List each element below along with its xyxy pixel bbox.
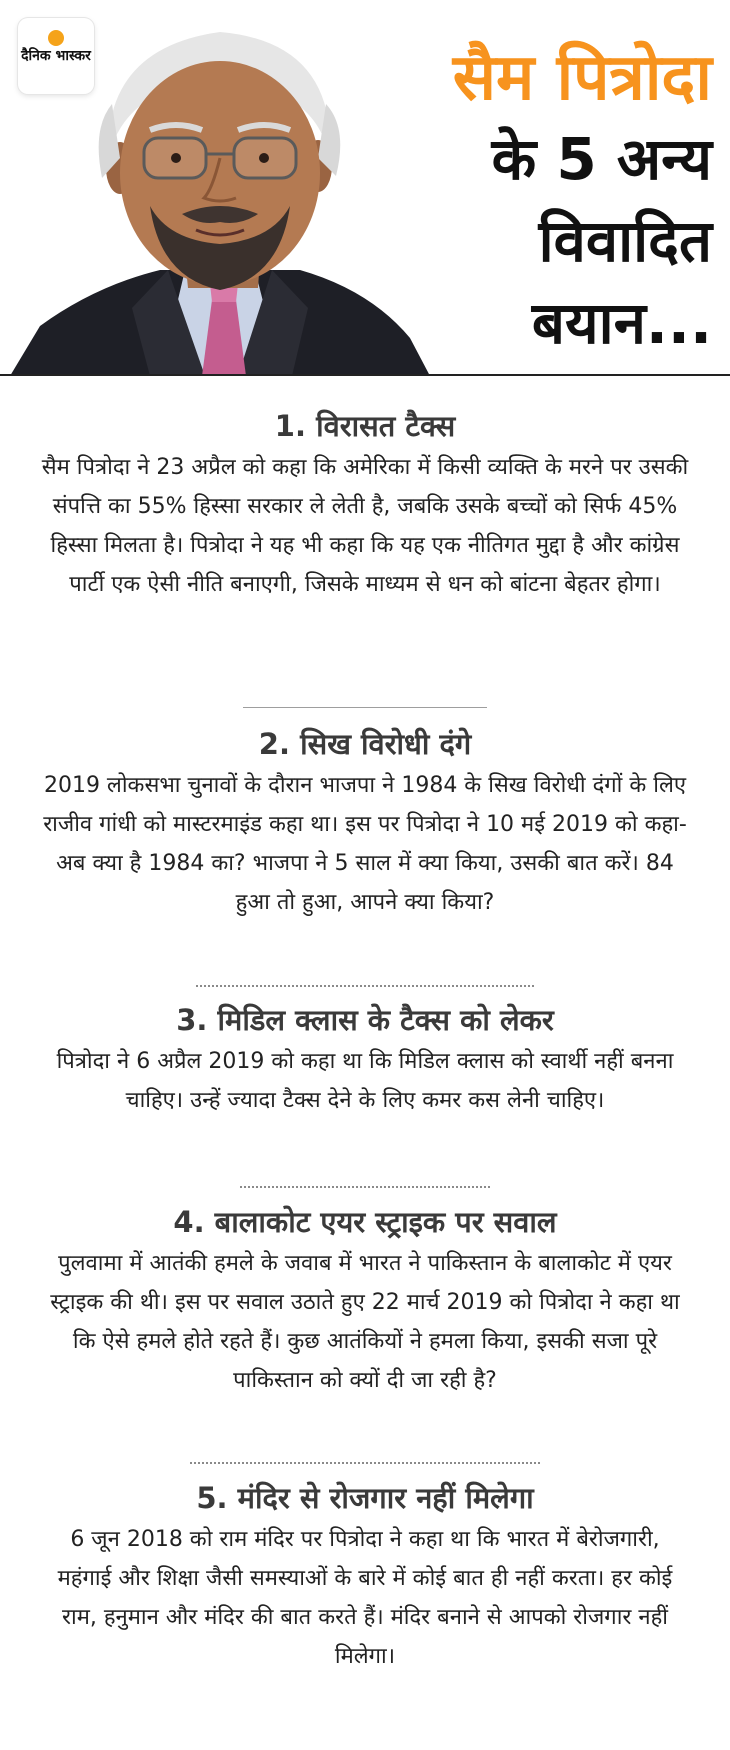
section-body: 2019 लोकसभा चुनावों के दौरान भाजपा ने 1984 के सिख विरोधी दंगों के लिए राजीव गांधी को मास्टरमाइंड कहा था। इस पर पित्रोदा ने 10 मई 2019 को कहा- अब क्या है 1984 का? भाजपा ने 5 साल में क्या किया, उसकी बात करें। 84 हुआ तो हुआ, आपने क्या किया?: [43, 773, 687, 915]
title-line-1: सैम पित्रोदा: [452, 41, 712, 115]
header-divider: [0, 374, 730, 376]
section-divider: [243, 707, 487, 708]
statement-section-4: [40, 1202, 690, 1400]
section-heading: 4. बालाकोट एयर स्ट्राइक पर सवाल: [173, 1205, 557, 1239]
title-line-3: विवादित: [538, 207, 712, 275]
section-heading: 5. मंदिर से रोजगार नहीं मिलेगा: [196, 1481, 534, 1515]
header-banner: [0, 0, 730, 376]
section-body: पित्रोदा ने 6 अप्रैल 2019 को कहा था कि मिडिल क्लास को स्वार्थी नहीं बनना चाहिए। उन्हें ज्यादा टैक्स देने के लिए कमर कस लेनी चाहिए।: [56, 1049, 674, 1113]
section-heading: 1. विरासत टैक्स: [274, 409, 456, 443]
statement-section-2: [40, 724, 690, 922]
section-divider: [190, 1462, 540, 1464]
section-divider: [240, 1186, 490, 1188]
dainik-bhaskar-logo: [18, 18, 94, 94]
statement-section-5: [40, 1478, 690, 1676]
statement-section-3: [40, 1000, 690, 1120]
section-heading: 3. मिडिल क्लास के टैक्स को लेकर: [176, 1003, 554, 1037]
section-heading: 2. सिख विरोधी दंगे: [258, 727, 472, 761]
title-line-4: बयान...: [531, 289, 712, 357]
section-body: सैम पित्रोदा ने 23 अप्रैल को कहा कि अमेरिका में किसी व्यक्ति के मरने पर उसकी संपत्ति का 55% हिस्सा सरकार ले लेती है, जबकि उसके बच्चों को सिर्फ 45% हिस्सा मिलता है। पित्रोदा ने यह भी कहा कि यह एक नीतिगत मुद्दा है और कांग्रेस पार्टी एक ऐसी नीति बनाएगी, जिसके माध्यम से धन को बांटना बेहतर होगा।: [41, 455, 689, 597]
logo-text: दैनिक भास्कर: [21, 48, 91, 64]
section-body: 6 जून 2018 को राम मंदिर पर पित्रोदा ने कहा था कि भारत में बेरोजगारी, महंगाई और शिक्षा जैसी समस्याओं के बारे में कोई बात ही नहीं करता। हर कोई राम, हनुमान और मंदिर की बात करते हैं। मंदिर बनाने से आपको रोजगार नहीं मिलेगा।: [57, 1527, 673, 1669]
title-line-2: के 5 अन्य: [491, 125, 712, 193]
statement-section-1: [40, 406, 690, 604]
sun-icon: [48, 30, 64, 46]
section-divider: [196, 985, 534, 987]
section-body: पुलवामा में आतंकी हमले के जवाब में भारत ने पाकिस्तान के बालाकोट में एयर स्ट्राइक की थी। इस पर सवाल उठाते हुए 22 मार्च 2019 को पित्रोदा ने कहा था कि ऐसे हमले होते रहते हैं। कुछ आतंकियों ने हमला किया, इसकी सजा पूरे पाकिस्तान को क्यों दी जा रही है?: [50, 1251, 680, 1393]
